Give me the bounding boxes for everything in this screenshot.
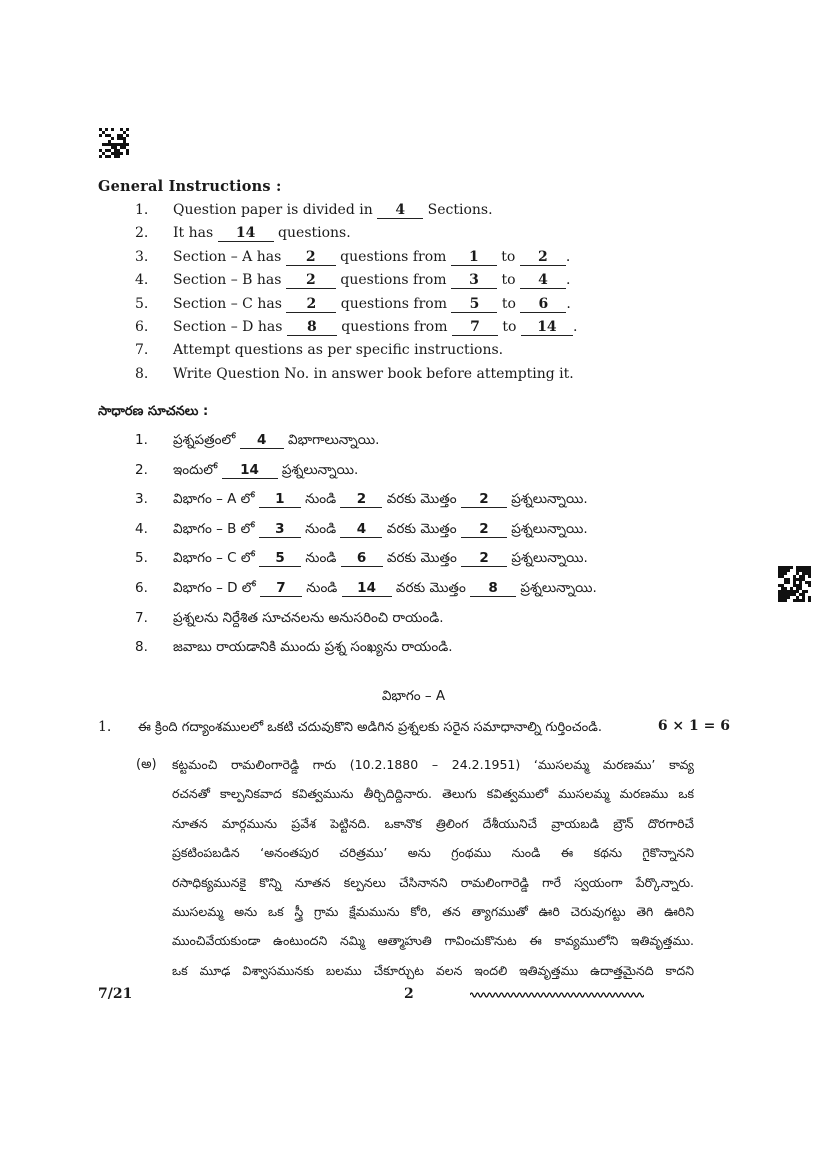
blank-value: 4 xyxy=(340,522,382,538)
question-marks: 6 × 1 = 6 xyxy=(657,718,730,734)
passage-line: ప్రకటింపబడిన ‘అనంతపుర చరిత్రము’ అను గ్రంథము నుండి ఈ కథను గైకొన్నానని xyxy=(172,845,694,861)
list-item: 3. Section – A has 2 questions from 1 to 2 . xyxy=(135,248,571,265)
blank-value: 14 xyxy=(342,581,392,597)
list-item: 8. జవాబు రాయడానికి ముందు ప్రశ్న సంఖ్యను రాయండి. xyxy=(135,639,453,656)
paper-code: 7/21 xyxy=(98,986,133,1002)
passage-line: రసాధిక్యమునకై కొన్ని నూతన కల్పనలు చేసినానని రామలింగారెడ్డి గారే స్వయంగా పేర్కొన్నారు. xyxy=(172,874,694,890)
blank-value: 4 xyxy=(377,203,423,219)
blank-value: 14 xyxy=(222,463,278,479)
blank-value: 3 xyxy=(451,273,497,289)
blank-value: 8 xyxy=(470,581,516,597)
list-item: 2. It has 14 questions. xyxy=(135,225,351,242)
blank-value: 5 xyxy=(259,551,301,567)
general-instructions-list xyxy=(135,202,577,389)
blank-value: 7 xyxy=(452,320,498,336)
blank-value: 1 xyxy=(451,250,497,266)
list-item: 5. విభాగం – C లో 5 నుండి 6 వరకు మొత్తం 2 ప్రశ్నలున్నాయి. xyxy=(135,550,588,567)
blank-value: 2 xyxy=(461,492,507,508)
passage-paragraph xyxy=(172,750,694,985)
general-instructions-heading: General Instructions : xyxy=(98,178,282,195)
section-title: విభాగం – A xyxy=(381,688,446,704)
qr-code-top-left xyxy=(99,128,129,158)
blank-value: 2 xyxy=(461,522,507,538)
blank-value: 2 xyxy=(286,297,336,313)
question-text: ఈ క్రింది గద్యాంశములలో ఒకటి చదువుకొని అడిగిన ప్రశ్నలకు సరైన సమాధానాల్ని గుర్తించండి. xyxy=(138,720,602,735)
list-item: 6. విభాగం – D లో 7 నుండి 14 వరకు మొత్తం 8 ప్రశ్నలున్నాయి. xyxy=(135,579,597,596)
blank-value: 2 xyxy=(286,250,336,266)
passage-line: కట్టమంచి రామలింగారెడ్డి గారు (10.2.1880 – 24.2.1951) ‘ముసలమ్మ మరణము’ కావ్య xyxy=(172,757,694,772)
telugu-instructions-heading: సాధారణ సూచనలు : xyxy=(98,404,209,419)
blank-value: 6 xyxy=(341,551,383,567)
list-item: 4. విభాగం – B లో 3 నుండి 4 వరకు మొత్తం 2 ప్రశ్నలున్నాయి. xyxy=(135,520,588,537)
blank-value: 2 xyxy=(286,273,336,289)
passage-line: ఒక మూఢ విశ్వాసమునకు బలము చేకూర్చుట వలన ఇందలి ఇతివృత్తము ఉదాత్తమైనది కాదని xyxy=(172,962,694,978)
blank-value: 2 xyxy=(520,250,566,266)
blank-value: 5 xyxy=(451,297,497,313)
blank-value: 2 xyxy=(340,492,382,508)
telugu-instructions-list xyxy=(135,432,597,669)
blank-value: 4 xyxy=(240,433,284,449)
wavy-line-decoration xyxy=(470,990,644,1000)
passage-line: రచనతో కాల్పనికవాద కవిత్వమును తీర్చిదిద్దినారు. తెలుగు కవిత్వములో ముసలమ్మ మరణము ఒక xyxy=(172,786,694,802)
qr-code-right-margin xyxy=(778,566,811,602)
blank-value: 14 xyxy=(521,320,573,336)
list-item: 4. Section – B has 2 questions from 3 to 4 . xyxy=(135,272,571,289)
list-item: 7. ప్రశ్నలను నిర్దేశిత సూచనలను అనుసరించి రాయండి. xyxy=(135,609,444,626)
blank-value: 1 xyxy=(259,492,301,508)
blank-value: 7 xyxy=(260,581,302,597)
option-label: (అ) xyxy=(136,757,157,772)
list-item: 8. Write Question No. in answer book before attempting it. xyxy=(135,365,574,382)
blank-value: 6 xyxy=(520,297,566,313)
list-item: 1. Question paper is divided in 4 Sections. xyxy=(135,202,493,218)
blank-value: 8 xyxy=(287,320,337,336)
list-item: 5. Section – C has 2 questions from 5 to 6 . xyxy=(135,295,571,312)
passage-line: ముంచివేయకుండా ఉంటుందని నమ్మి ఆత్మాహుతి గావించుకొనుట ఈ కావ్యములోని ఇతివృత్తము. xyxy=(172,933,694,949)
list-item: 7. Attempt questions as per specific instructions. xyxy=(135,342,504,359)
blank-value: 4 xyxy=(520,273,566,289)
blank-value: 14 xyxy=(218,226,274,242)
list-item: 1. ప్రశ్నపత్రంలో 4 విభాగాలున్నాయి. xyxy=(135,432,380,448)
passage-line: ముసలమ్మ అను ఒక స్త్రీ గ్రామ క్షేమమును కోరి, తన త్యాగముతో ఊరి చెరువుగట్టు తెగి ఊరిని xyxy=(172,903,694,919)
passage-line: నూతన మార్గమును ప్రవేశ పెట్టినది. ఒకానొక త్రిలింగ దేశీయునిచే వ్రాయబడి బ్రౌన్ దొరగారిచే xyxy=(172,815,694,831)
question-number: 1. xyxy=(98,719,112,735)
blank-value: 2 xyxy=(461,551,507,567)
list-item: 6. Section – D has 8 questions from 7 to 14 . xyxy=(135,318,578,335)
list-item: 3. విభాగం – A లో 1 నుండి 2 వరకు మొత్తం 2 ప్రశ్నలున్నాయి. xyxy=(135,491,588,508)
blank-value: 3 xyxy=(259,522,301,538)
page-number: 2 xyxy=(404,986,414,1002)
list-item: 2. ఇందులో 14 ప్రశ్నలున్నాయి. xyxy=(135,461,359,478)
